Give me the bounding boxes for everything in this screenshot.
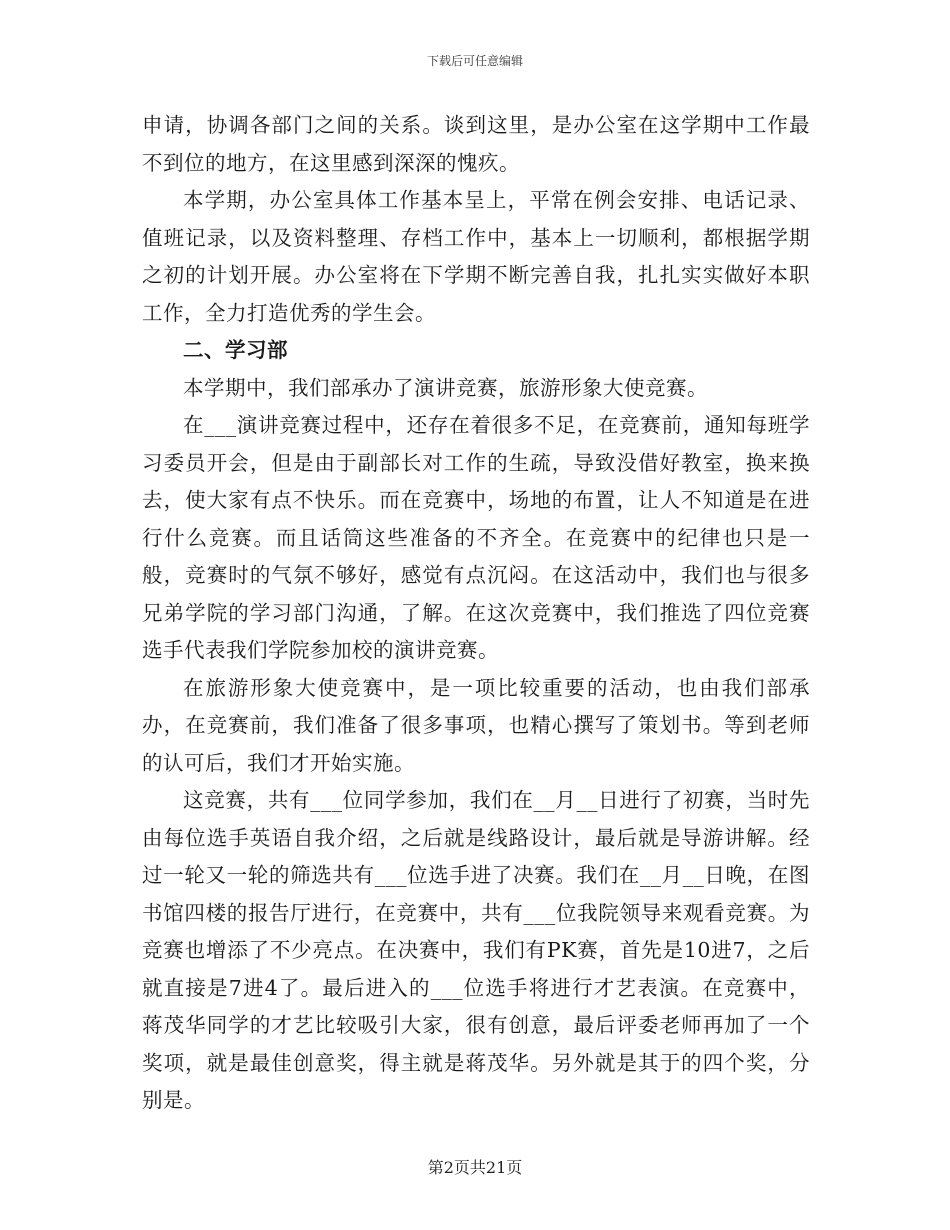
paragraph-4: 在___演讲竞赛过程中，还存在着很多不足，在竞赛前，通知每班学习委员开会，但是由于副部长对工作的生疏，导致没借好教室，换来换去，使大家有点不快乐。而在竞赛中，场地的布置，让人不知道是在进行什么竞赛。而且话筒这些准备的不齐全。在竞赛中的纪律也只是一般，竞赛时的气氛不够好，感觉有点沉闷。在这活动中，我们也与很多兄弟学院的学习部门沟通，了解。在这次竞赛中，我们推选了四位竞赛选手代表我们学院参加校的演讲竞赛。: [142, 413, 810, 662]
section-heading-study-dept: 二、学习部: [183, 338, 288, 362]
document-body: [142, 107, 810, 1120]
paragraph-1: 申请，协调各部门之间的关系。谈到这里，是办公室在这学期中工作最不到位的地方，在这里感到深深的愧疚。: [142, 113, 810, 175]
paragraph-2: 本学期，办公室具体工作基本呈上，平常在例会安排、电话记录、值班记录，以及资料整理、存档工作中，基本上一切顺利，都根据学期之初的计划开展。办公室将在下学期不断完善自我，扎扎实实做好本职工作，全力打造优秀的学生会。: [142, 188, 810, 325]
paragraph-6: 这竞赛，共有___位同学参加，我们在__月__日进行了初赛，当时先由每位选手英语自我介绍，之后就是线路设计，最后就是导游讲解。经过一轮又一轮的筛选共有___位选手进了决赛。我们在__月__日晚，在图书馆四楼的报告厅进行，在竞赛中，共有___位我院领导来观看竞赛。为竞赛也增添了不少亮点。在决赛中，我们有PK赛，首先是10进7，之后就直接是7进4了。最后进入的___位选手将进行才艺表演。在竞赛中，蒋茂华同学的才艺比较吸引大家，很有创意，最后评委老师再加了一个奖项，就是最佳创意奖，得主就是蒋茂华。另外就是其于的四个奖，分别是。: [142, 788, 810, 1112]
page-header: 下载后可任意编辑: [426, 54, 523, 68]
page-footer: 第2页共21页: [427, 1158, 523, 1177]
paragraph-5: 在旅游形象大使竞赛中，是一项比较重要的活动，也由我们部承办，在竞赛前，我们准备了很多事项，也精心撰写了策划书。等到老师的认可后，我们才开始实施。: [142, 675, 810, 775]
paragraph-3: 本学期中，我们部承办了演讲竞赛，旅游形象大使竞赛。: [183, 375, 708, 400]
